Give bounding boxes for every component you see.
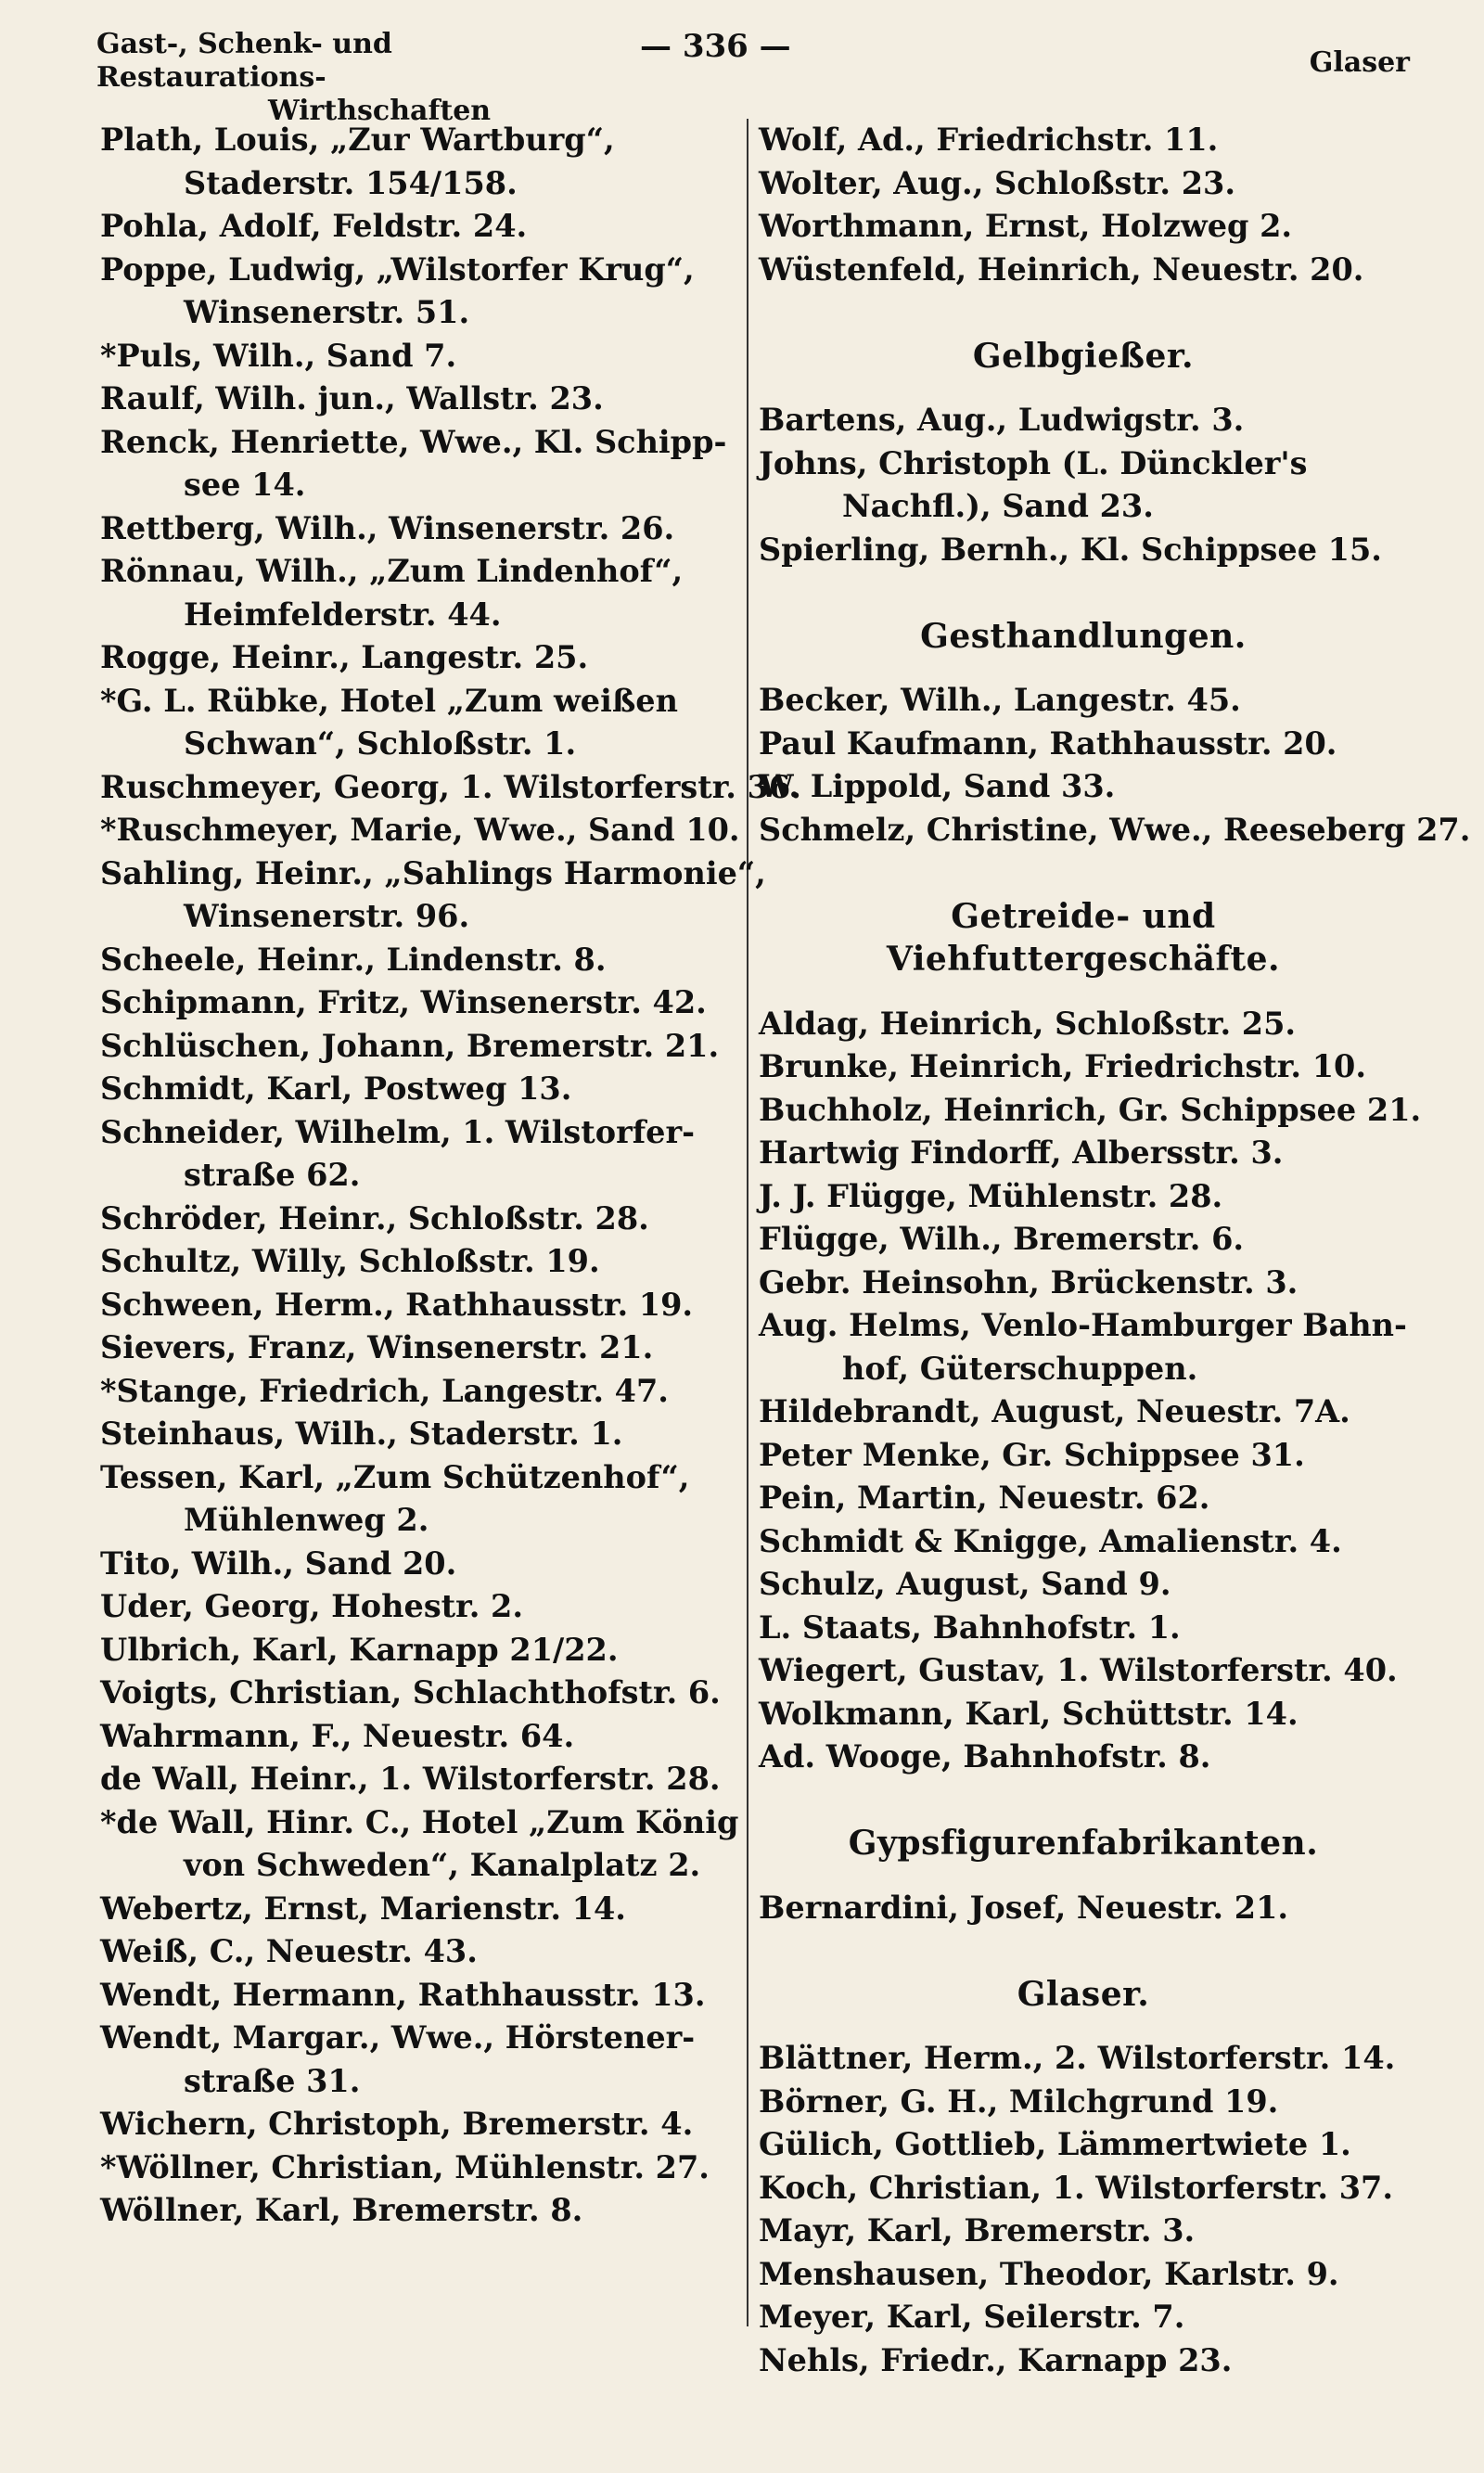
entry-line: Börner, G. H., Milchgrund 19. [759, 2082, 1279, 2120]
directory-entry [100, 680, 749, 766]
directory-entry [759, 809, 1471, 852]
directory-entry [100, 1629, 749, 1672]
entry-line: Schultz, Willy, Schloßstr. 19. [100, 1243, 600, 1279]
directory-entry [100, 939, 749, 982]
entry-line: *Puls, Wilh., Sand 7. [100, 337, 457, 374]
directory-entry [100, 1585, 749, 1629]
entry-line: Schmidt, Karl, Postweg 13. [100, 1070, 572, 1107]
entry-line: *Wöllner, Christian, Mühlenstr. 27. [100, 2148, 710, 2185]
directory-entry [100, 1758, 749, 1801]
entry-line: de Wall, Heinr., 1. Wilstorferstr. 28. [100, 1761, 721, 1797]
entry-continuation: Heimfelderstr. 44. [184, 596, 502, 633]
entry-line: Voigts, Christian, Schlachthofstr. 6. [100, 1674, 721, 1711]
directory-entry [759, 2123, 1408, 2167]
directory-entry [759, 2210, 1408, 2253]
section-spacer [759, 852, 1408, 895]
directory-entry [759, 1520, 1408, 1564]
directory-entry [100, 1240, 749, 1284]
entry-line: Blättner, Herm., 2. Wilstorferstr. 14. [759, 2040, 1396, 2076]
directory-entry [100, 249, 749, 335]
entry-line: Aldag, Heinrich, Schloßstr. 25. [759, 1005, 1297, 1042]
directory-entry [100, 1413, 749, 1456]
running-head-line-1: Gast-, Schenk- und Restaurations- [96, 28, 392, 94]
directory-entry [759, 1132, 1408, 1175]
directory-entry [100, 507, 749, 551]
entry-line: Becker, Wilh., Langestr. 45. [759, 682, 1241, 718]
entry-line: Buchholz, Heinrich, Gr. Schippsee 21. [759, 1091, 1422, 1128]
entry-line: Gülich, Gottlieb, Lämmertwiete 1. [759, 2126, 1351, 2162]
entry-line: Weiß, C., Neuestr. 43. [100, 1933, 478, 1969]
entry-line: Ulbrich, Karl, Karnapp 21/22. [100, 1631, 619, 1668]
entry-line: Wüstenfeld, Heinrich, Neuestr. 20. [759, 250, 1364, 288]
directory-entry [759, 1693, 1408, 1736]
directory-entry [759, 1434, 1408, 1478]
entry-line: Wendt, Hermann, Rathhausstr. 13. [100, 1976, 706, 2013]
entry-line: Flügge, Wilh., Bremerstr. 6. [759, 1221, 1245, 1257]
directory-entry [759, 723, 1408, 766]
directory-entry [100, 1284, 749, 1327]
directory-entry [100, 1198, 749, 1241]
directory-entry [759, 2253, 1408, 2297]
directory-entry [100, 378, 749, 421]
entry-line: *G. L. Rübke, Hotel „Zum weißen [100, 682, 678, 719]
directory-entry [100, 1974, 749, 2018]
section-heading: Glaser. [1017, 1974, 1150, 2014]
entry-line: Nehls, Friedr., Karnapp 23. [759, 2341, 1233, 2378]
directory-entry [100, 852, 766, 939]
running-head-line-2: Wirthschaften [268, 95, 492, 127]
entry-continuation: Staderstr. 154/158. [184, 164, 518, 201]
directory-entry [100, 1801, 749, 1888]
directory-entry [100, 550, 749, 636]
heading-spacer [759, 1865, 1408, 1887]
entry-line: *Ruschmeyer, Marie, Wwe., Sand 10. [100, 812, 740, 848]
entry-line: Schipmann, Fritz, Winsenerstr. 42. [100, 984, 707, 1020]
entry-line: Rogge, Heinr., Langestr. 25. [100, 639, 589, 675]
directory-entry [100, 1456, 749, 1543]
directory-entry [100, 335, 749, 378]
entry-line: *de Wall, Hinr. C., Hotel „Zum König [100, 1803, 739, 1840]
entry-line: Plath, Louis, „Zur Wartburg“, [100, 122, 615, 158]
directory-entry [759, 119, 1408, 162]
directory-entry [100, 205, 749, 249]
directory-entry [759, 1887, 1408, 1930]
entry-line: Schmidt & Knigge, Amalienstr. 4. [759, 1522, 1342, 1559]
entry-line: W. Lippold, Sand 33. [759, 768, 1116, 804]
directory-entry [759, 2296, 1408, 2339]
directory-entry [100, 2146, 749, 2190]
directory-entry [759, 765, 1408, 809]
directory-entry [100, 1543, 749, 1586]
section-heading: Gypsfigurenfabrikanten. [848, 1824, 1319, 1863]
entry-line: Renck, Henriette, Wwe., Kl. Schipp- [100, 423, 727, 460]
directory-entry [100, 1715, 749, 1759]
directory-entry [100, 636, 749, 680]
directory-entry [759, 1089, 1422, 1133]
directory-entry [100, 1672, 749, 1715]
entry-line: Steinhaus, Wilh., Staderstr. 1. [100, 1416, 623, 1452]
entry-line: Wendt, Margar., Wwe., Hörstener- [100, 2019, 696, 2056]
entry-line: Bartens, Aug., Ludwigstr. 3. [759, 402, 1245, 438]
entry-line: Wiegert, Gustav, 1. Wilstorferstr. 40. [759, 1652, 1398, 1688]
directory-entry [759, 162, 1408, 206]
entry-line: Hildebrandt, August, Neuestr. 7A. [759, 1393, 1350, 1429]
directory-entry [100, 119, 749, 205]
entry-line: Schween, Herm., Rathhausstr. 19. [100, 1286, 694, 1323]
directory-entry [759, 1477, 1408, 1520]
section-heading: Getreide- und Viehfuttergeschäfte. [886, 896, 1281, 979]
entry-line: Schneider, Wilhelm, 1. Wilstorfer- [100, 1113, 695, 1150]
entry-continuation: Winsenerstr. 96. [184, 898, 470, 934]
entry-continuation: von Schweden“, Kanalplatz 2. [184, 1847, 701, 1883]
directory-entry [100, 1930, 749, 1974]
entry-continuation: straße 31. [184, 2062, 361, 2099]
entry-line: Webertz, Ernst, Marienstr. 14. [100, 1890, 626, 1927]
entry-line: Schulz, August, Sand 9. [759, 1566, 1171, 1602]
entry-line: Ad. Wooge, Bahnhofstr. 8. [759, 1738, 1211, 1775]
heading-spacer [759, 981, 1408, 1003]
entry-continuation: see 14. [184, 467, 306, 503]
running-head-section [96, 28, 616, 128]
directory-entry [100, 2017, 749, 2103]
entry-line: Aug. Helms, Venlo-Hamburger Bahn- [759, 1307, 1407, 1343]
entry-line: Wolkmann, Karl, Schüttstr. 14. [759, 1695, 1298, 1732]
entry-line: Sievers, Franz, Winsenerstr. 21. [100, 1329, 654, 1365]
directory-entry [759, 1262, 1408, 1305]
directory-entry [759, 1045, 1408, 1089]
entry-line: Tessen, Karl, „Zum Schützenhof“, [100, 1458, 690, 1495]
entry-line: Schmelz, Christine, Wwe., Reeseberg 27. [759, 811, 1471, 848]
entry-line: Tito, Wilh., Sand 20. [100, 1544, 457, 1582]
directory-entry [100, 1326, 749, 1370]
entry-line: Johns, Christoph (L. Dünckler's [759, 444, 1308, 481]
entry-continuation: Winsenerstr. 51. [184, 294, 470, 330]
directory-entry [100, 2189, 749, 2233]
directory-entry [100, 766, 801, 810]
entry-line: Sahling, Heinr., „Sahlings Harmonie“, [100, 854, 766, 891]
section-spacer [759, 1779, 1408, 1823]
directory-entry [100, 981, 749, 1025]
directory-entry [759, 2037, 1408, 2081]
entry-line: Wahrmann, F., Neuestr. 64. [100, 1717, 575, 1754]
section-spacer [759, 1929, 1408, 1973]
directory-entry [759, 399, 1408, 442]
right-column [759, 119, 1471, 2382]
heading-spacer [759, 658, 1408, 679]
entry-line: Bernardini, Josef, Neuestr. 21. [759, 1889, 1289, 1926]
entry-line: Rönnau, Wilh., „Zum Lindenhof“, [100, 553, 684, 589]
entry-continuation: Mühlenweg 2. [184, 1502, 429, 1538]
entry-line: Hartwig Findorff, Albersstr. 3. [759, 1134, 1284, 1171]
directory-entry [759, 442, 1408, 529]
entry-line: *Stange, Friedrich, Langestr. 47. [100, 1372, 669, 1409]
directory-entry [100, 1068, 749, 1111]
entry-line: Mayr, Karl, Bremerstr. 3. [759, 2212, 1196, 2249]
directory-entry [759, 1736, 1408, 1779]
entry-line: Poppe, Ludwig, „Wilstorfer Krug“, [100, 250, 695, 288]
directory-entry [100, 1025, 749, 1069]
entry-line: Koch, Christian, 1. Wilstorferstr. 37. [759, 2169, 1393, 2206]
running-head-right: Glaser [1309, 46, 1410, 79]
directory-entry [759, 1003, 1408, 1046]
directory-entry [759, 205, 1408, 249]
directory-entry [759, 1218, 1408, 1262]
entry-line: Spierling, Bernh., Kl. Schippsee 15. [759, 531, 1382, 568]
entry-line: Pein, Martin, Neuestr. 62. [759, 1480, 1210, 1516]
section-heading: Gelbgießer. [972, 336, 1195, 376]
section-heading: Gesthandlungen. [920, 616, 1247, 656]
entry-line: J. J. Flügge, Mühlenstr. 28. [759, 1177, 1223, 1214]
directory-entry [759, 1563, 1408, 1607]
directory-entry [100, 809, 749, 852]
directory-entry [759, 249, 1408, 292]
entry-line: Wolter, Aug., Schloßstr. 23. [759, 164, 1236, 201]
directory-entry [759, 679, 1408, 723]
entry-line: Pohla, Adolf, Feldstr. 24. [100, 208, 528, 244]
entry-line: Peter Menke, Gr. Schippsee 31. [759, 1436, 1305, 1473]
heading-spacer [759, 378, 1408, 399]
entry-line: Ruschmeyer, Georg, 1. Wilstorferstr. 36. [100, 768, 801, 805]
section-spacer [759, 571, 1408, 615]
entry-line: Uder, Georg, Hohestr. 2. [100, 1588, 524, 1624]
heading-spacer [759, 2016, 1408, 2037]
directory-entry [759, 1390, 1408, 1434]
directory-entry [759, 529, 1408, 572]
page-number: — 336 — [640, 28, 791, 65]
entry-line: Raulf, Wilh. jun., Wallstr. 23. [100, 380, 604, 416]
entry-line: L. Staats, Bahnhofstr. 1. [759, 1608, 1181, 1646]
entry-continuation: Nachfl.), Sand 23. [842, 488, 1154, 524]
section-spacer [759, 291, 1408, 335]
directory-entry [100, 1111, 749, 1198]
entry-line: Scheele, Heinr., Lindenstr. 8. [100, 941, 607, 978]
entry-line: Wöllner, Karl, Bremerstr. 8. [100, 2192, 583, 2228]
entry-line: Meyer, Karl, Seilerstr. 7. [759, 2299, 1185, 2335]
directory-entry [100, 2103, 749, 2146]
directory-entry [100, 421, 749, 507]
directory-entry [759, 2167, 1408, 2210]
entry-line: Worthmann, Ernst, Holzweg 2. [759, 208, 1293, 244]
entry-line: Rettberg, Wilh., Winsenerstr. 26. [100, 509, 675, 546]
entry-line: Paul Kaufmann, Rathhausstr. 20. [759, 724, 1337, 762]
entry-continuation: Schwan“, Schloßstr. 1. [184, 725, 577, 762]
directory-entry [759, 1304, 1408, 1390]
directory-entry [759, 1649, 1408, 1693]
entry-line: Schlüschen, Johann, Bremerstr. 21. [100, 1027, 720, 1064]
entry-continuation: hof, Güterschuppen. [842, 1350, 1198, 1387]
directory-entry [100, 1888, 749, 1931]
entry-line: Brunke, Heinrich, Friedrichstr. 10. [759, 1048, 1366, 1084]
entry-line: Menshausen, Theodor, Karlstr. 9. [759, 2255, 1339, 2292]
directory-entry [759, 1175, 1408, 1219]
directory-entry [759, 2339, 1408, 2383]
directory-entry [100, 1370, 749, 1414]
entry-continuation: straße 62. [184, 1157, 361, 1193]
left-column [100, 119, 801, 2233]
entry-line: Wichern, Christoph, Bremerstr. 4. [100, 2106, 694, 2142]
entry-line: Wolf, Ad., Friedrichstr. 11. [759, 122, 1219, 158]
entry-line: Gebr. Heinsohn, Brückenstr. 3. [759, 1263, 1298, 1301]
directory-entry [759, 1607, 1408, 1650]
directory-entry [759, 2081, 1408, 2124]
entry-line: Schröder, Heinr., Schloßstr. 28. [100, 1199, 649, 1236]
